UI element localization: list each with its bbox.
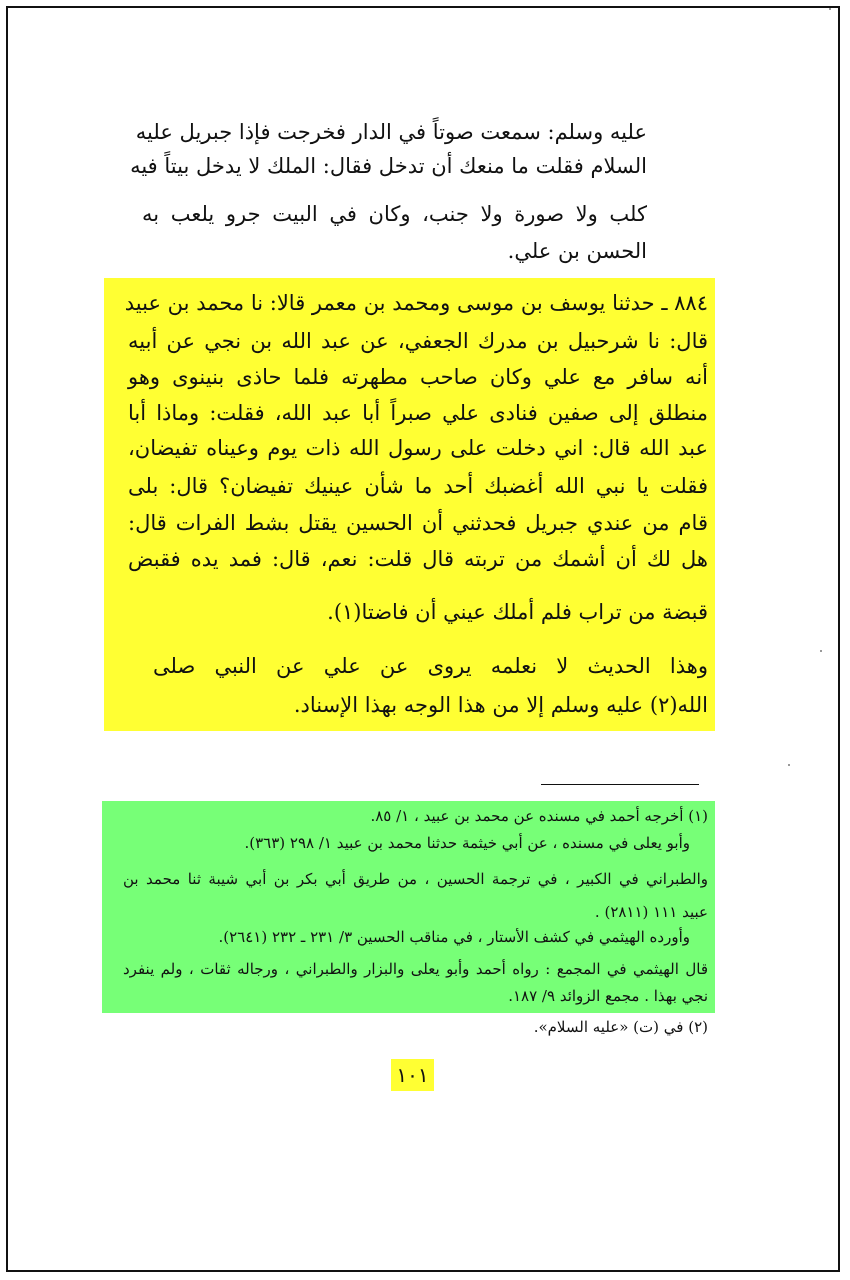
footnote-line: (١) أخرجه أحمد في مسنده عن محمد بن عبيد ، ١/ ٨٥. (370, 807, 708, 825)
footnote-separator (541, 784, 699, 785)
text-line: كلب ولا صورة ولا جنب، وكان في البيت جرو يلعب به (142, 202, 647, 226)
footnote-line: نجي بهذا . مجمع الزوائد ٩/ ١٨٧. (508, 987, 708, 1005)
text-line: منطلق إلى صفين فنادى علي صبراً أبا عبد الله، فقلت: وماذا أبا (128, 401, 708, 425)
text-line: قال: نا شرحبيل بن مدرك الجعفي، عن عبد الله بن نجي عن أبيه (128, 329, 708, 353)
footnote-line: وأورده الهيثمي في كشف الأستار ، في مناقب الحسين ٣/ ٢٣١ ـ ٢٣٢ (٢٦٤١). (218, 928, 690, 946)
footnote-line: عبيد ١١١ (٢٨١١) . (594, 903, 708, 921)
text-line: الله(٢) عليه وسلم إلا من هذا الوجه بهذا الإسناد. (293, 693, 708, 717)
text-line: قام من عندي جبريل فحدثني أن الحسين يقتل بشط الفرات قال: (128, 511, 708, 535)
text-line: السلام فقلت ما منعك أن تدخل فقال: الملك لا يدخل بيتاً فيه (130, 154, 647, 178)
text-line: الحسن بن علي. (507, 239, 647, 263)
text-line: قبضة من تراب فلم أملك عيني أن فاضتا(١). (327, 600, 708, 624)
scan-speck (820, 650, 822, 652)
scan-speck (829, 8, 831, 10)
hadith-number-line: ٨٨٤ ـ حدثنا يوسف بن موسى ومحمد بن معمر قالا: نا محمد بن عبيد (124, 291, 708, 315)
footnote-line: والطبراني في الكبير ، في ترجمة الحسين ، من طريق أبي بكر بن أبي شيبة ثنا محمد بن (123, 870, 708, 888)
text-line: أنه سافر مع علي وكان صاحب مطهرته فلما حاذى بنينوى وهو (128, 365, 708, 389)
text-line: عبد الله قال: اني دخلت على رسول الله ذات يوم وعيناه تفيضان، (128, 436, 708, 460)
text-line: عليه وسلم: سمعت صوتاً في الدار فخرجت فإذا جبريل عليه (135, 120, 647, 144)
scan-speck (788, 764, 790, 766)
text-line: فقلت يا نبي الله أغضبك أحد ما شأن عينيك تفيضان؟ قال: بلى (128, 474, 708, 498)
footnote-2: (٢) في (ت) «عليه السلام». (533, 1018, 708, 1036)
page-number: ١٠١ (391, 1059, 434, 1091)
footnote-line: قال الهيثمي في المجمع : رواه أحمد وأبو يعلى والبزار والطبراني ، ورجاله ثقات ، ولم ينفرد (123, 960, 708, 978)
text-line: وهذا الحديث لا نعلمه يروى عن علي عن النبي صلى (153, 654, 708, 678)
text-line: هل لك أن أشمك من تربته قال قلت: نعم، قال: فمد يده فقبض (128, 547, 708, 571)
footnote-line: وأبو يعلى في مسنده ، عن أبي خيثمة حدثنا محمد بن عبيد ١/ ٢٩٨ (٣٦٣). (244, 834, 690, 852)
